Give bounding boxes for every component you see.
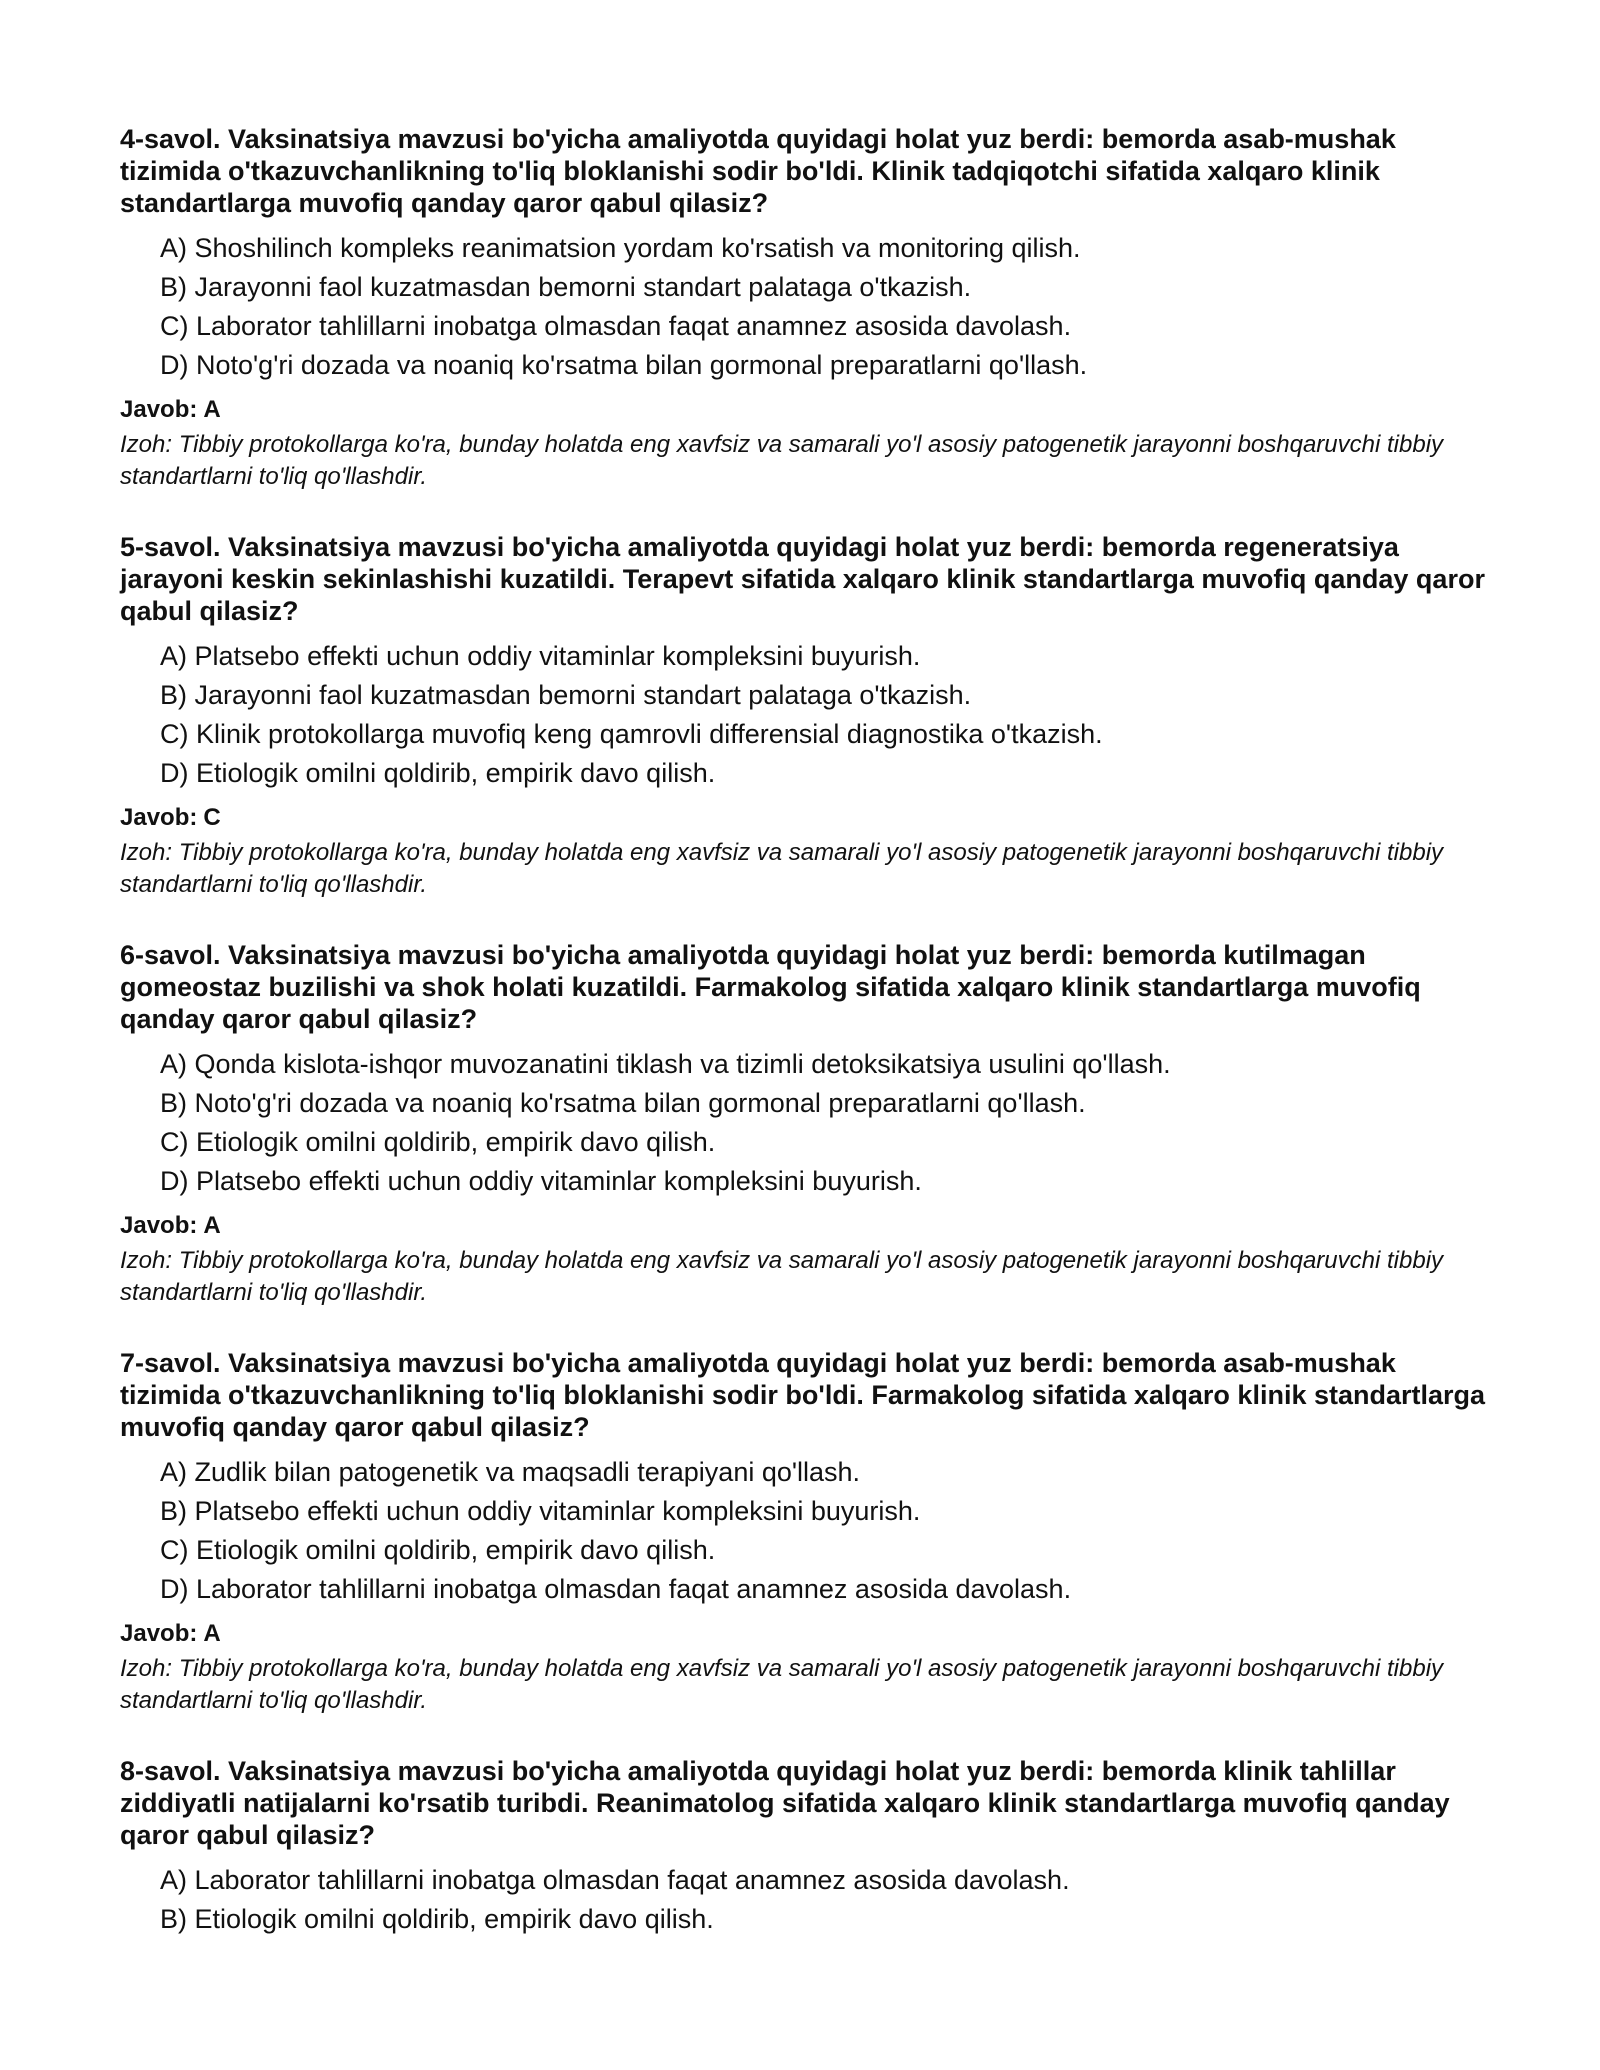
explanation-note: Izoh: Tibbiy protokollarga ko'ra, bunday holatda eng xavfsiz va samarali yo'l asosiy patogenetik jarayonni boshqaruvchi tibbiy standartlarni to'liq qo'llashdir. — [120, 431, 1444, 490]
option-b: B) Platsebo effekti uchun oddiy vitaminlar kompleksini buyurish. — [160, 1496, 921, 1526]
answer-line — [120, 803, 1500, 833]
options-list — [120, 1045, 1500, 1201]
question-block — [120, 1755, 1500, 1939]
option-b: B) Jarayonni faol kuzatmasdan bemorni standart palataga o'tkazish. — [160, 272, 972, 302]
question-text: 8-savol. Vaksinatsiya mavzusi bo'yicha amaliyotda quyidagi holat yuz berdi: bemorda klinik tahlillar ziddiyatli natijalarni ko'rsatib turibdi. Reanimatolog sifatida xalqaro klinik standartlarga muvofiq qanday qaror qabul qilasiz? — [120, 1756, 1450, 1850]
explanation-note: Izoh: Tibbiy protokollarga ko'ra, bunday holatda eng xavfsiz va samarali yo'l asosiy patogenetik jarayonni boshqaruvchi tibbiy standartlarni to'liq qo'llashdir. — [120, 1247, 1444, 1306]
option-a: A) Qonda kislota-ishqor muvozanatini tiklash va tizimli detoksikatsiya usulini qo'llash. — [160, 1049, 1171, 1079]
options-list — [120, 1861, 1500, 1939]
option-d: D) Noto'g'ri dozada va noaniq ko'rsatma bilan gormonal preparatlarni qo'llash. — [160, 350, 1088, 380]
option-a: A) Shoshilinch kompleks reanimatsion yordam ko'rsatish va monitoring qilish. — [160, 233, 1081, 263]
option-c: C) Etiologik omilni qoldirib, empirik davo qilish. — [160, 1127, 716, 1157]
options-list — [120, 637, 1500, 793]
answer-value: A — [203, 396, 221, 423]
option-a: A) Platsebo effekti uchun oddiy vitaminlar kompleksini buyurish. — [160, 641, 921, 671]
option-c: C) Laborator tahlillarni inobatga olmasdan faqat anamnez asosida davolash. — [160, 311, 1072, 341]
question-block — [120, 123, 1500, 493]
answer-label: Javob: — [120, 804, 198, 831]
answer-label: Javob: — [120, 396, 198, 423]
question-text: 7-savol. Vaksinatsiya mavzusi bo'yicha amaliyotda quyidagi holat yuz berdi: bemorda asab-mushak tizimida o'tkazuvchanlikning to'liq bloklanishi sodir bo'ldi. Farmakolog sifatida xalqaro klinik standartlarga muvofiq qanday qaror qabul qilasiz? — [120, 1348, 1486, 1442]
options-list — [120, 1453, 1500, 1609]
option-a: A) Laborator tahlillarni inobatga olmasdan faqat anamnez asosida davolash. — [160, 1865, 1070, 1895]
options-list — [120, 229, 1500, 385]
option-d: D) Etiologik omilni qoldirib, empirik davo qilish. — [160, 758, 716, 788]
answer-line — [120, 1211, 1500, 1241]
question-block — [120, 1347, 1500, 1717]
option-b: B) Noto'g'ri dozada va noaniq ko'rsatma bilan gormonal preparatlarni qo'llash. — [160, 1088, 1086, 1118]
answer-line — [120, 395, 1500, 425]
option-b: B) Etiologik omilni qoldirib, empirik davo qilish. — [160, 1904, 714, 1934]
question-text: 5-savol. Vaksinatsiya mavzusi bo'yicha amaliyotda quyidagi holat yuz berdi: bemorda regeneratsiya jarayoni keskin sekinlashishi kuzatildi. Terapevt sifatida xalqaro klinik standartlarga muvofiq qanday qaror qabul qilasiz? — [120, 532, 1485, 626]
option-d: D) Platsebo effekti uchun oddiy vitaminlar kompleksini buyurish. — [160, 1166, 922, 1196]
option-c: C) Etiologik omilni qoldirib, empirik davo qilish. — [160, 1535, 716, 1565]
option-d: D) Laborator tahlillarni inobatga olmasdan faqat anamnez asosida davolash. — [160, 1574, 1072, 1604]
answer-value: A — [203, 1620, 221, 1647]
document-page — [120, 123, 1500, 1977]
explanation-note: Izoh: Tibbiy protokollarga ko'ra, bunday holatda eng xavfsiz va samarali yo'l asosiy patogenetik jarayonni boshqaruvchi tibbiy standartlarni to'liq qo'llashdir. — [120, 1655, 1444, 1714]
answer-line — [120, 1619, 1500, 1649]
option-c: C) Klinik protokollarga muvofiq keng qamrovli differensial diagnostika o'tkazish. — [160, 719, 1103, 749]
answer-value: C — [203, 804, 221, 831]
question-block — [120, 531, 1500, 901]
question-text: 6-savol. Vaksinatsiya mavzusi bo'yicha amaliyotda quyidagi holat yuz berdi: bemorda kutilmagan gomeostaz buzilishi va shok holati kuzatildi. Farmakolog sifatida xalqaro klinik standartlarga muvofiq qanday qaror qabul qilasiz? — [120, 940, 1421, 1034]
explanation-note: Izoh: Tibbiy protokollarga ko'ra, bunday holatda eng xavfsiz va samarali yo'l asosiy patogenetik jarayonni boshqaruvchi tibbiy standartlarni to'liq qo'llashdir. — [120, 839, 1444, 898]
answer-label: Javob: — [120, 1212, 198, 1239]
answer-value: A — [203, 1212, 221, 1239]
option-a: A) Zudlik bilan patogenetik va maqsadli terapiyani qo'llash. — [160, 1457, 861, 1487]
answer-label: Javob: — [120, 1620, 198, 1647]
question-text: 4-savol. Vaksinatsiya mavzusi bo'yicha amaliyotda quyidagi holat yuz berdi: bemorda asab-mushak tizimida o'tkazuvchanlikning to'liq bloklanishi sodir bo'ldi. Klinik tadqiqotchi sifatida xalqaro klinik standartlarga muvofiq qanday qaror qabul qilasiz? — [120, 124, 1396, 218]
option-b: B) Jarayonni faol kuzatmasdan bemorni standart palataga o'tkazish. — [160, 680, 972, 710]
question-block — [120, 939, 1500, 1309]
